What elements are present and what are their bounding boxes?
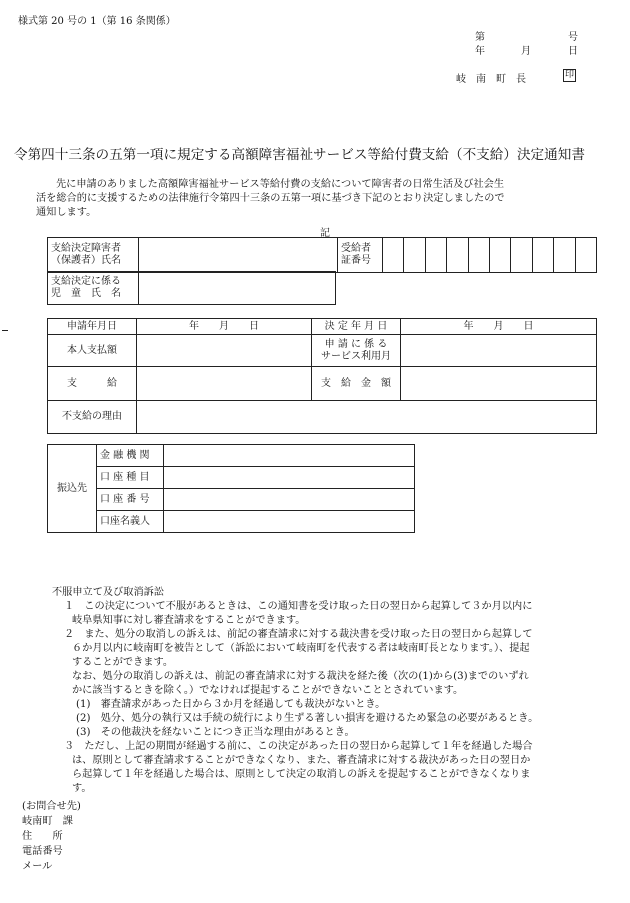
- appeal-paragraph: 岐阜県知事に対し審査請求をすることができます。: [72, 615, 306, 626]
- contact-heading: (お問合せ先): [22, 801, 81, 812]
- account-number-value: [164, 489, 415, 511]
- document-number-prefix: 第: [475, 32, 485, 43]
- certificate-digit-cell: [447, 238, 468, 273]
- label-line: （保護者）氏名: [51, 255, 121, 266]
- appeal-paragraph: ６か月以内に岐南町を被告として（訴訟において岐南町を代表する者は岐南町長となります。）、提起: [72, 643, 530, 654]
- certificate-digit-cell: [404, 238, 425, 273]
- payment-amount-value: [401, 367, 597, 401]
- decision-date-value: 年 月 日: [401, 319, 597, 335]
- certificate-digit-cell: [554, 238, 575, 273]
- apply-date-value: 年 月 日: [137, 319, 312, 335]
- form-number: 様式第 20 号の 1（第 16 条関係）: [18, 16, 176, 27]
- document-number-suffix: 号: [568, 32, 578, 43]
- certificate-digit-cell: [575, 238, 596, 273]
- intro-text: [36, 178, 616, 220]
- service-month-value: [401, 335, 597, 367]
- account-number-label: 口 座 番 号: [97, 489, 164, 511]
- contact-phone: 電話番号: [22, 846, 63, 857]
- seal-text: 印: [565, 70, 575, 80]
- intro-line: 通知します。: [36, 207, 97, 218]
- contact-email: メール: [22, 861, 53, 872]
- date-year: 年: [475, 46, 485, 57]
- ki-heading: 記: [320, 228, 330, 239]
- appeal-paragraph: ら起算して１年を経過した場合は、原則として決定の取消しの訴えを提起することができなくなりま: [72, 769, 531, 780]
- label-line: 証番号: [341, 255, 371, 266]
- label-line: 受給者: [341, 243, 371, 254]
- certificate-digit-cell: [383, 238, 404, 273]
- account-holder-label: 口座名義人: [97, 511, 164, 533]
- certificate-digit-cell: [489, 238, 510, 273]
- appeal-paragraph: かに該当するときを除く。）でなければ提起することができないこととされています。: [72, 685, 464, 696]
- payment-value: [137, 367, 312, 401]
- recipient-name-value: [139, 238, 338, 273]
- self-payment-label: 本人支払額: [48, 335, 137, 367]
- contact-dept: 岐南町 課: [22, 816, 73, 827]
- label-line: 申 請 に 係 る: [324, 338, 388, 350]
- date-day: 日: [568, 46, 578, 57]
- margin-mark: [2, 330, 8, 331]
- certificate-digit-cell: [425, 238, 446, 273]
- decision-date-label: 決 定 年 月 日: [312, 319, 401, 335]
- bank-label: 金 融 機 関: [97, 445, 164, 467]
- transfer-label: 振込先: [48, 445, 97, 533]
- bank-value: [164, 445, 415, 467]
- appeal-heading: 不服申立て及び取消訴訟: [52, 587, 165, 598]
- decision-table: [47, 318, 597, 434]
- child-table: [47, 271, 336, 305]
- appeal-paragraph: は、原則として審査請求することができなくなり、また、審査請求に対する裁決があった日の翌日か: [72, 755, 531, 766]
- document-title: 令第四十三条の五第一項に規定する高額障害福祉サービス等給付費支給（不支給）決定通知書: [14, 147, 585, 163]
- account-holder-value: [164, 511, 415, 533]
- contact-block: [22, 799, 81, 874]
- appeal-item: (3) その他裁決を経ないことにつき正当な理由があるとき。: [76, 727, 355, 738]
- appeal-notice: [52, 586, 627, 796]
- child-name-value: [139, 272, 336, 305]
- appeal-paragraph: ３ ただし、上記の期間が経過する前に、この決定があった日の翌日から起算して１年を経過した場合: [64, 741, 533, 752]
- appeal-paragraph: することができます。: [72, 657, 174, 668]
- appeal-paragraph: なお、処分の取消しの訴えは、前記の審査請求に対する裁決を経た後（次の(1)から(3)までのいずれ: [72, 671, 529, 682]
- appeal-item: (1) 審査請求があった日から３か月を経過しても裁決がないとき。: [76, 699, 386, 710]
- label-line: 支給決定障害者: [51, 243, 121, 254]
- appeal-paragraph: す。: [72, 783, 92, 794]
- self-payment-value: [137, 335, 312, 367]
- payment-amount-label: 支 給 金 額: [312, 367, 401, 401]
- issuer-name: 岐 南 町 長: [456, 74, 526, 85]
- apply-date-label: 申請年月日: [48, 319, 137, 335]
- appeal-item: (2) 処分、処分の執行又は手続の続行により生ずる著しい損害を避けるため緊急の必要があるとき。: [76, 713, 539, 724]
- account-type-label: 口 座 種 目: [97, 467, 164, 489]
- label-line: サービス利用月: [321, 350, 391, 362]
- recipient-table: [47, 237, 597, 273]
- contact-address: 住 所: [22, 831, 63, 842]
- certificate-number-label: [338, 238, 383, 273]
- certificate-digit-cell: [532, 238, 553, 273]
- intro-line: 活を総合的に支援するための法律施行令第四十三条の五第一項に基づき下記のとおり決定しましたので: [36, 193, 505, 204]
- non-payment-reason-label: 不支給の理由: [48, 401, 137, 434]
- label-line: 支給決定に係る: [51, 276, 121, 287]
- account-type-value: [164, 467, 415, 489]
- recipient-name-label: [48, 238, 139, 273]
- payment-label: 支 給: [48, 367, 137, 401]
- appeal-paragraph: ２ また、処分の取消しの訴えは、前記の審査請求に対する裁決書を受け取った日の翌日から起算して: [64, 629, 533, 640]
- intro-line: 先に申請のありました高額障害福祉サービス等給付費の支給について障害者の日常生活及び社会生: [56, 179, 505, 190]
- non-payment-reason-value: [137, 401, 597, 434]
- child-name-label: [48, 272, 139, 305]
- certificate-digit-cell: [511, 238, 532, 273]
- label-line: 児 童 氏 名: [51, 288, 121, 299]
- certificate-digit-cell: [468, 238, 489, 273]
- seal-mark: [563, 69, 576, 82]
- transfer-table: [47, 444, 415, 533]
- service-month-label: [312, 335, 401, 367]
- date-month: 月: [521, 46, 531, 57]
- appeal-paragraph: １ この決定について不服があるときは、この通知書を受け取った日の翌日から起算して３か月以内に: [64, 601, 533, 612]
